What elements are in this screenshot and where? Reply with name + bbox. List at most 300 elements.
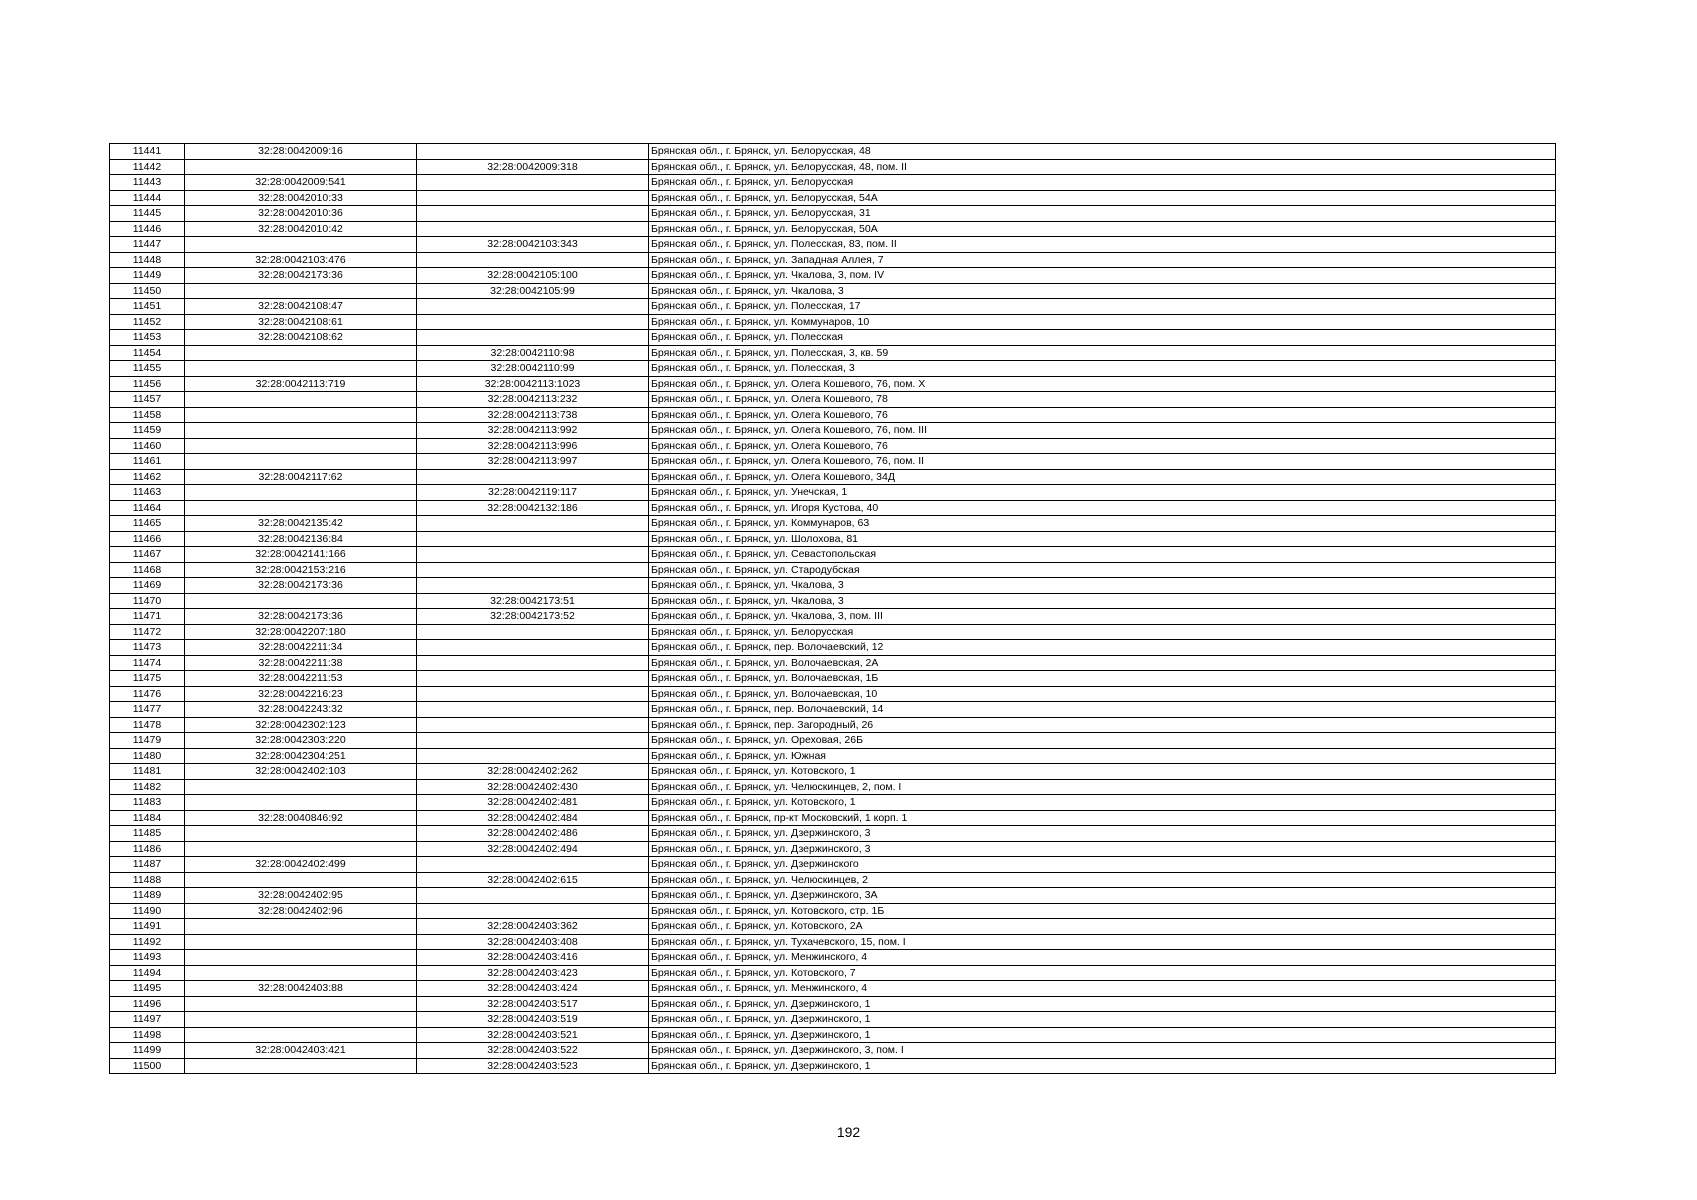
table-row <box>110 144 1556 160</box>
row-number-cell: 11497 <box>110 1012 185 1028</box>
table-row <box>110 578 1556 594</box>
address-cell: Брянская обл., г. Брянск, ул. Коммунаров, 10 <box>649 314 1556 330</box>
premises-cadastral-number-cell: 32:28:0042402:481 <box>417 795 649 811</box>
row-number-cell: 11451 <box>110 299 185 315</box>
premises-cadastral-number-cell: 32:28:0042110:99 <box>417 361 649 377</box>
table-row <box>110 934 1556 950</box>
table-row <box>110 531 1556 547</box>
row-number-cell: 11481 <box>110 764 185 780</box>
premises-cadastral-number-cell <box>417 314 649 330</box>
cadastral-number-cell: 32:28:0042173:36 <box>185 268 417 284</box>
address-cell: Брянская обл., г. Брянск, ул. Дзержинского, 1 <box>649 996 1556 1012</box>
row-number-cell: 11444 <box>110 190 185 206</box>
address-cell: Брянская обл., г. Брянск, ул. Чкалова, 3 <box>649 593 1556 609</box>
address-cell: Брянская обл., г. Брянск, ул. Олега Кошевого, 78 <box>649 392 1556 408</box>
address-cell: Брянская обл., г. Брянск, ул. Чкалова, 3 <box>649 578 1556 594</box>
cadastral-number-cell: 32:28:0042402:499 <box>185 857 417 873</box>
address-cell: Брянская обл., г. Брянск, ул. Олега Кошевого, 76, пом. II <box>649 454 1556 470</box>
address-cell: Брянская обл., г. Брянск, ул. Западная Аллея, 7 <box>649 252 1556 268</box>
premises-cadastral-number-cell: 32:28:0042402:262 <box>417 764 649 780</box>
table-row <box>110 748 1556 764</box>
table-row <box>110 159 1556 175</box>
premises-cadastral-number-cell <box>417 469 649 485</box>
premises-cadastral-number-cell: 32:28:0042403:408 <box>417 934 649 950</box>
premises-cadastral-number-cell: 32:28:0042105:99 <box>417 283 649 299</box>
address-cell: Брянская обл., г. Брянск, ул. Олега Кошевого, 34Д <box>649 469 1556 485</box>
premises-cadastral-number-cell <box>417 330 649 346</box>
row-number-cell: 11442 <box>110 159 185 175</box>
table-row <box>110 624 1556 640</box>
cadastral-number-cell <box>185 438 417 454</box>
address-cell: Брянская обл., г. Брянск, ул. Южная <box>649 748 1556 764</box>
cadastral-number-cell: 32:28:0042141:166 <box>185 547 417 563</box>
row-number-cell: 11469 <box>110 578 185 594</box>
row-number-cell: 11499 <box>110 1043 185 1059</box>
row-number-cell: 11448 <box>110 252 185 268</box>
premises-cadastral-number-cell <box>417 516 649 532</box>
table-row <box>110 516 1556 532</box>
row-number-cell: 11449 <box>110 268 185 284</box>
table-row <box>110 423 1556 439</box>
row-number-cell: 11473 <box>110 640 185 656</box>
row-number-cell: 11491 <box>110 919 185 935</box>
address-cell: Брянская обл., г. Брянск, ул. Олега Кошевого, 76, пом. X <box>649 376 1556 392</box>
premises-cadastral-number-cell: 32:28:0042403:519 <box>417 1012 649 1028</box>
table-row <box>110 175 1556 191</box>
table-row <box>110 562 1556 578</box>
row-number-cell: 11455 <box>110 361 185 377</box>
cadastral-number-cell: 32:28:0042402:96 <box>185 903 417 919</box>
premises-cadastral-number-cell: 32:28:0042110:98 <box>417 345 649 361</box>
address-cell: Брянская обл., г. Брянск, ул. Котовского, 7 <box>649 965 1556 981</box>
address-cell: Брянская обл., г. Брянск, ул. Игоря Кустова, 40 <box>649 500 1556 516</box>
cadastral-number-cell: 32:28:0042135:42 <box>185 516 417 532</box>
row-number-cell: 11475 <box>110 671 185 687</box>
registry-table <box>109 143 1556 1074</box>
table-row <box>110 950 1556 966</box>
premises-cadastral-number-cell: 32:28:0042113:738 <box>417 407 649 423</box>
address-cell: Брянская обл., г. Брянск, ул. Котовского, 1 <box>649 764 1556 780</box>
row-number-cell: 11465 <box>110 516 185 532</box>
row-number-cell: 11486 <box>110 841 185 857</box>
cadastral-number-cell: 32:28:0042402:95 <box>185 888 417 904</box>
address-cell: Брянская обл., г. Брянск, ул. Чкалова, 3, пом. III <box>649 609 1556 625</box>
page-number: 192 <box>836 1124 861 1140</box>
row-number-cell: 11480 <box>110 748 185 764</box>
row-number-cell: 11494 <box>110 965 185 981</box>
row-number-cell: 11462 <box>110 469 185 485</box>
cadastral-number-cell <box>185 500 417 516</box>
table-row <box>110 237 1556 253</box>
premises-cadastral-number-cell: 32:28:0042119:117 <box>417 485 649 501</box>
row-number-cell: 11474 <box>110 655 185 671</box>
address-cell: Брянская обл., г. Брянск, ул. Белорусская, 48 <box>649 144 1556 160</box>
address-cell: Брянская обл., г. Брянск, ул. Дзержинского, 1 <box>649 1027 1556 1043</box>
address-cell: Брянская обл., г. Брянск, ул. Дзержинского, 1 <box>649 1058 1556 1074</box>
row-number-cell: 11456 <box>110 376 185 392</box>
table-row <box>110 314 1556 330</box>
premises-cadastral-number-cell: 32:28:0042403:522 <box>417 1043 649 1059</box>
cadastral-number-cell: 32:28:0042009:16 <box>185 144 417 160</box>
premises-cadastral-number-cell: 32:28:0042403:423 <box>417 965 649 981</box>
address-cell: Брянская обл., г. Брянск, ул. Полесская, 17 <box>649 299 1556 315</box>
address-cell: Брянская обл., г. Брянск, ул. Котовского, стр. 1Б <box>649 903 1556 919</box>
address-cell: Брянская обл., г. Брянск, ул. Полесская, 3, кв. 59 <box>649 345 1556 361</box>
address-cell: Брянская обл., г. Брянск, пр-кт Московский, 1 корп. 1 <box>649 810 1556 826</box>
address-cell: Брянская обл., г. Брянск, ул. Менжинского, 4 <box>649 950 1556 966</box>
premises-cadastral-number-cell <box>417 655 649 671</box>
premises-cadastral-number-cell <box>417 686 649 702</box>
address-cell: Брянская обл., г. Брянск, ул. Олега Кошевого, 76, пом. III <box>649 423 1556 439</box>
address-cell: Брянская обл., г. Брянск, ул. Волочаевская, 2А <box>649 655 1556 671</box>
address-cell: Брянская обл., г. Брянск, ул. Дзержинского <box>649 857 1556 873</box>
row-number-cell: 11463 <box>110 485 185 501</box>
premises-cadastral-number-cell: 32:28:0042113:997 <box>417 454 649 470</box>
premises-cadastral-number-cell: 32:28:0042173:52 <box>417 609 649 625</box>
cadastral-number-cell: 32:28:0042010:33 <box>185 190 417 206</box>
premises-cadastral-number-cell <box>417 562 649 578</box>
table-row <box>110 299 1556 315</box>
table-row <box>110 919 1556 935</box>
row-number-cell: 11460 <box>110 438 185 454</box>
address-cell: Брянская обл., г. Брянск, ул. Дзержинского, 1 <box>649 1012 1556 1028</box>
table-row <box>110 764 1556 780</box>
row-number-cell: 11447 <box>110 237 185 253</box>
premises-cadastral-number-cell: 32:28:0042113:992 <box>417 423 649 439</box>
cadastral-number-cell: 32:28:0042243:32 <box>185 702 417 718</box>
address-cell: Брянская обл., г. Брянск, ул. Белорусская, 48, пом. II <box>649 159 1556 175</box>
address-cell: Брянская обл., г. Брянск, ул. Менжинского, 4 <box>649 981 1556 997</box>
cadastral-number-cell: 32:28:0042113:719 <box>185 376 417 392</box>
table-row <box>110 268 1556 284</box>
row-number-cell: 11496 <box>110 996 185 1012</box>
cadastral-number-cell: 32:28:0042211:34 <box>185 640 417 656</box>
address-cell: Брянская обл., г. Брянск, ул. Дзержинского, 3, пом. I <box>649 1043 1556 1059</box>
row-number-cell: 11464 <box>110 500 185 516</box>
premises-cadastral-number-cell <box>417 640 649 656</box>
cadastral-number-cell <box>185 996 417 1012</box>
row-number-cell: 11500 <box>110 1058 185 1074</box>
table-row <box>110 469 1556 485</box>
row-number-cell: 11445 <box>110 206 185 222</box>
cadastral-number-cell: 32:28:0042173:36 <box>185 578 417 594</box>
address-cell: Брянская обл., г. Брянск, ул. Волочаевская, 1Б <box>649 671 1556 687</box>
cadastral-number-cell: 32:28:0042117:62 <box>185 469 417 485</box>
address-cell: Брянская обл., г. Брянск, ул. Шолохова, 81 <box>649 531 1556 547</box>
cadastral-number-cell <box>185 361 417 377</box>
cadastral-number-cell <box>185 407 417 423</box>
cadastral-number-cell: 32:28:0042302:123 <box>185 717 417 733</box>
premises-cadastral-number-cell <box>417 717 649 733</box>
address-cell: Брянская обл., г. Брянск, ул. Олега Кошевого, 76 <box>649 438 1556 454</box>
premises-cadastral-number-cell: 32:28:0042103:343 <box>417 237 649 253</box>
cadastral-number-cell <box>185 1027 417 1043</box>
premises-cadastral-number-cell <box>417 857 649 873</box>
address-cell: Брянская обл., г. Брянск, ул. Севастопольская <box>649 547 1556 563</box>
row-number-cell: 11454 <box>110 345 185 361</box>
table-row <box>110 717 1556 733</box>
cadastral-number-cell <box>185 779 417 795</box>
premises-cadastral-number-cell: 32:28:0042009:318 <box>417 159 649 175</box>
address-cell: Брянская обл., г. Брянск, ул. Белорусская, 31 <box>649 206 1556 222</box>
row-number-cell: 11483 <box>110 795 185 811</box>
premises-cadastral-number-cell <box>417 547 649 563</box>
premises-cadastral-number-cell <box>417 733 649 749</box>
address-cell: Брянская обл., г. Брянск, ул. Челюскинцев, 2, пом. I <box>649 779 1556 795</box>
address-cell: Брянская обл., г. Брянск, пер. Волочаевский, 12 <box>649 640 1556 656</box>
address-cell: Брянская обл., г. Брянск, ул. Чкалова, 3 <box>649 283 1556 299</box>
row-number-cell: 11484 <box>110 810 185 826</box>
row-number-cell: 11482 <box>110 779 185 795</box>
row-number-cell: 11479 <box>110 733 185 749</box>
row-number-cell: 11443 <box>110 175 185 191</box>
cadastral-number-cell: 32:28:0042211:53 <box>185 671 417 687</box>
table-row <box>110 438 1556 454</box>
row-number-cell: 11457 <box>110 392 185 408</box>
table-row <box>110 500 1556 516</box>
table-row <box>110 1043 1556 1059</box>
cadastral-number-cell <box>185 841 417 857</box>
cadastral-number-cell: 32:28:0042108:47 <box>185 299 417 315</box>
premises-cadastral-number-cell: 32:28:0042403:416 <box>417 950 649 966</box>
premises-cadastral-number-cell <box>417 206 649 222</box>
cadastral-number-cell: 32:28:0042403:421 <box>185 1043 417 1059</box>
table-row <box>110 888 1556 904</box>
premises-cadastral-number-cell: 32:28:0042113:996 <box>417 438 649 454</box>
cadastral-number-cell: 32:28:0042207:180 <box>185 624 417 640</box>
address-cell: Брянская обл., г. Брянск, ул. Котовского, 2А <box>649 919 1556 935</box>
row-number-cell: 11468 <box>110 562 185 578</box>
row-number-cell: 11478 <box>110 717 185 733</box>
premises-cadastral-number-cell <box>417 578 649 594</box>
table-row <box>110 407 1556 423</box>
premises-cadastral-number-cell: 32:28:0042105:100 <box>417 268 649 284</box>
address-cell: Брянская обл., г. Брянск, ул. Белорусская <box>649 175 1556 191</box>
table-row <box>110 190 1556 206</box>
address-cell: Брянская обл., г. Брянск, пер. Волочаевский, 14 <box>649 702 1556 718</box>
row-number-cell: 11466 <box>110 531 185 547</box>
table-row <box>110 283 1556 299</box>
table-row <box>110 655 1556 671</box>
row-number-cell: 11492 <box>110 934 185 950</box>
premises-cadastral-number-cell: 32:28:0042403:424 <box>417 981 649 997</box>
address-cell: Брянская обл., г. Брянск, ул. Дзержинского, 3А <box>649 888 1556 904</box>
address-cell: Брянская обл., г. Брянск, ул. Белорусская, 50А <box>649 221 1556 237</box>
table-row <box>110 376 1556 392</box>
row-number-cell: 11461 <box>110 454 185 470</box>
table-row <box>110 454 1556 470</box>
address-cell: Брянская обл., г. Брянск, ул. Унечская, 1 <box>649 485 1556 501</box>
registry-table-body <box>110 144 1556 1074</box>
premises-cadastral-number-cell: 32:28:0042113:1023 <box>417 376 649 392</box>
table-row <box>110 996 1556 1012</box>
table-row <box>110 686 1556 702</box>
table-row <box>110 640 1556 656</box>
premises-cadastral-number-cell: 32:28:0042402:430 <box>417 779 649 795</box>
table-row <box>110 221 1556 237</box>
premises-cadastral-number-cell: 32:28:0042403:517 <box>417 996 649 1012</box>
table-row <box>110 485 1556 501</box>
premises-cadastral-number-cell: 32:28:0042403:523 <box>417 1058 649 1074</box>
row-number-cell: 11472 <box>110 624 185 640</box>
table-row <box>110 733 1556 749</box>
cadastral-number-cell <box>185 237 417 253</box>
table-row <box>110 903 1556 919</box>
table-row <box>110 671 1556 687</box>
cadastral-number-cell <box>185 1012 417 1028</box>
address-cell: Брянская обл., г. Брянск, ул. Чкалова, 3, пом. IV <box>649 268 1556 284</box>
premises-cadastral-number-cell: 32:28:0042113:232 <box>417 392 649 408</box>
address-cell: Брянская обл., г. Брянск, ул. Коммунаров, 63 <box>649 516 1556 532</box>
premises-cadastral-number-cell <box>417 144 649 160</box>
row-number-cell: 11453 <box>110 330 185 346</box>
cadastral-number-cell <box>185 345 417 361</box>
premises-cadastral-number-cell <box>417 531 649 547</box>
premises-cadastral-number-cell: 32:28:0042173:51 <box>417 593 649 609</box>
address-cell: Брянская обл., г. Брянск, ул. Олега Кошевого, 76 <box>649 407 1556 423</box>
premises-cadastral-number-cell: 32:28:0042132:186 <box>417 500 649 516</box>
table-row <box>110 593 1556 609</box>
cadastral-number-cell <box>185 795 417 811</box>
address-cell: Брянская обл., г. Брянск, ул. Дзержинского, 3 <box>649 841 1556 857</box>
row-number-cell: 11487 <box>110 857 185 873</box>
address-cell: Брянская обл., г. Брянск, ул. Белорусская <box>649 624 1556 640</box>
premises-cadastral-number-cell <box>417 748 649 764</box>
table-row <box>110 857 1556 873</box>
cadastral-number-cell <box>185 593 417 609</box>
premises-cadastral-number-cell <box>417 888 649 904</box>
cadastral-number-cell <box>185 950 417 966</box>
premises-cadastral-number-cell: 32:28:0042402:484 <box>417 810 649 826</box>
cadastral-number-cell: 32:28:0042211:38 <box>185 655 417 671</box>
table-row <box>110 1012 1556 1028</box>
row-number-cell: 11441 <box>110 144 185 160</box>
address-cell: Брянская обл., г. Брянск, ул. Дзержинского, 3 <box>649 826 1556 842</box>
row-number-cell: 11450 <box>110 283 185 299</box>
cadastral-number-cell: 32:28:0042136:84 <box>185 531 417 547</box>
table-row <box>110 392 1556 408</box>
cadastral-number-cell <box>185 283 417 299</box>
row-number-cell: 11467 <box>110 547 185 563</box>
table-row <box>110 361 1556 377</box>
cadastral-number-cell: 32:28:0042173:36 <box>185 609 417 625</box>
cadastral-number-cell: 32:28:0042403:88 <box>185 981 417 997</box>
address-cell: Брянская обл., г. Брянск, ул. Ореховая, 26Б <box>649 733 1556 749</box>
premises-cadastral-number-cell: 32:28:0042403:521 <box>417 1027 649 1043</box>
table-row <box>110 345 1556 361</box>
premises-cadastral-number-cell <box>417 175 649 191</box>
cadastral-number-cell <box>185 454 417 470</box>
premises-cadastral-number-cell <box>417 671 649 687</box>
address-cell: Брянская обл., г. Брянск, ул. Челюскинцев, 2 <box>649 872 1556 888</box>
cadastral-number-cell <box>185 485 417 501</box>
table-row <box>110 810 1556 826</box>
table-row <box>110 330 1556 346</box>
row-number-cell: 11446 <box>110 221 185 237</box>
address-cell: Брянская обл., г. Брянск, ул. Котовского, 1 <box>649 795 1556 811</box>
premises-cadastral-number-cell <box>417 903 649 919</box>
address-cell: Брянская обл., г. Брянск, ул. Стародубская <box>649 562 1556 578</box>
cadastral-number-cell <box>185 872 417 888</box>
row-number-cell: 11458 <box>110 407 185 423</box>
premises-cadastral-number-cell <box>417 624 649 640</box>
premises-cadastral-number-cell: 32:28:0042402:494 <box>417 841 649 857</box>
row-number-cell: 11470 <box>110 593 185 609</box>
table-row <box>110 1058 1556 1074</box>
cadastral-number-cell <box>185 423 417 439</box>
row-number-cell: 11489 <box>110 888 185 904</box>
table-row <box>110 965 1556 981</box>
cadastral-number-cell <box>185 392 417 408</box>
premises-cadastral-number-cell: 32:28:0042402:615 <box>417 872 649 888</box>
row-number-cell: 11459 <box>110 423 185 439</box>
cadastral-number-cell: 32:28:0042304:251 <box>185 748 417 764</box>
cadastral-number-cell: 32:28:0042010:36 <box>185 206 417 222</box>
cadastral-number-cell: 32:28:0042108:61 <box>185 314 417 330</box>
table-row <box>110 702 1556 718</box>
row-number-cell: 11477 <box>110 702 185 718</box>
row-number-cell: 11498 <box>110 1027 185 1043</box>
address-cell: Брянская обл., г. Брянск, пер. Загородный, 26 <box>649 717 1556 733</box>
table-row <box>110 547 1556 563</box>
row-number-cell: 11471 <box>110 609 185 625</box>
cadastral-number-cell <box>185 919 417 935</box>
cadastral-number-cell: 32:28:0042153:216 <box>185 562 417 578</box>
cadastral-number-cell: 32:28:0042010:42 <box>185 221 417 237</box>
table-row <box>110 826 1556 842</box>
row-number-cell: 11493 <box>110 950 185 966</box>
premises-cadastral-number-cell: 32:28:0042402:486 <box>417 826 649 842</box>
address-cell: Брянская обл., г. Брянск, ул. Полесская, 83, пом. II <box>649 237 1556 253</box>
cadastral-number-cell <box>185 1058 417 1074</box>
table-row <box>110 609 1556 625</box>
cadastral-number-cell: 32:28:0042108:62 <box>185 330 417 346</box>
table-row <box>110 1027 1556 1043</box>
table-row <box>110 841 1556 857</box>
premises-cadastral-number-cell: 32:28:0042403:362 <box>417 919 649 935</box>
address-cell: Брянская обл., г. Брянск, ул. Тухачевского, 15, пом. I <box>649 934 1556 950</box>
cadastral-number-cell <box>185 159 417 175</box>
address-cell: Брянская обл., г. Брянск, ул. Полесская <box>649 330 1556 346</box>
address-cell: Брянская обл., г. Брянск, ул. Полесская, 3 <box>649 361 1556 377</box>
cadastral-number-cell <box>185 934 417 950</box>
cadastral-number-cell: 32:28:0040846:92 <box>185 810 417 826</box>
cadastral-number-cell: 32:28:0042103:476 <box>185 252 417 268</box>
row-number-cell: 11490 <box>110 903 185 919</box>
table-row <box>110 872 1556 888</box>
cadastral-number-cell <box>185 965 417 981</box>
row-number-cell: 11485 <box>110 826 185 842</box>
address-cell: Брянская обл., г. Брянск, ул. Волочаевская, 10 <box>649 686 1556 702</box>
cadastral-number-cell: 32:28:0042303:220 <box>185 733 417 749</box>
premises-cadastral-number-cell <box>417 221 649 237</box>
table-row <box>110 779 1556 795</box>
table-row <box>110 795 1556 811</box>
row-number-cell: 11488 <box>110 872 185 888</box>
cadastral-number-cell <box>185 826 417 842</box>
premises-cadastral-number-cell <box>417 702 649 718</box>
cadastral-number-cell: 32:28:0042216:23 <box>185 686 417 702</box>
row-number-cell: 11452 <box>110 314 185 330</box>
premises-cadastral-number-cell <box>417 190 649 206</box>
table-row <box>110 252 1556 268</box>
table-row <box>110 981 1556 997</box>
row-number-cell: 11495 <box>110 981 185 997</box>
premises-cadastral-number-cell <box>417 252 649 268</box>
premises-cadastral-number-cell <box>417 299 649 315</box>
cadastral-number-cell: 32:28:0042402:103 <box>185 764 417 780</box>
cadastral-number-cell: 32:28:0042009:541 <box>185 175 417 191</box>
